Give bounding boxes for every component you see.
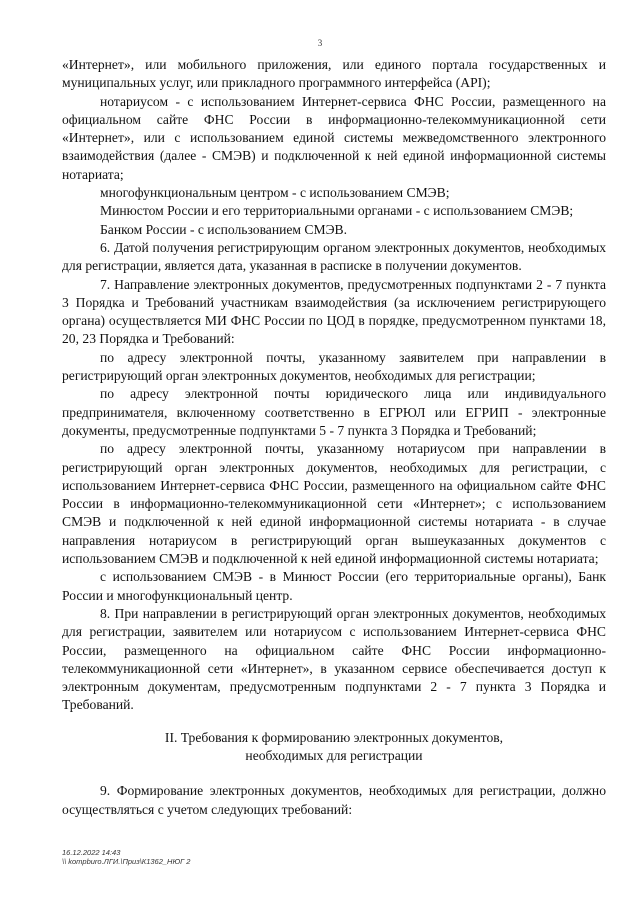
paragraph: с использованием СМЭВ - в Минюст России (его территориальные органы), Банк России и многофункциональный центр.	[62, 569, 606, 603]
footer-timestamp: 16.12.2022 14:43	[62, 848, 121, 857]
paragraph: 7. Направление электронных документов, предусмотренных подпунктами 2 - 7 пункта 3 Порядка и Требований участникам взаимодействия (за исключением регистрирующего органа) осуществляется МИ ФНС России по ЦОД в порядке, предусмотренном пунктами 18, 20, 23 Порядка и Требований:	[62, 276, 606, 347]
paragraph: 6. Датой получения регистрирующим органом электронных документов, необходимых для регистрации, является дата, указанная в расписке в получении документов.	[62, 239, 606, 274]
footer-file-path: \\ kompburo.ЛГИ.\Приз\К1362_НЮГ 2	[62, 857, 191, 866]
section-heading	[62, 729, 606, 766]
paragraph: 8. При направлении в регистрирующий орган электронных документов, необходимых для регистрации, заявителем или нотариусом с использованием Интернет-сервиса ФНС России, размещенного на официальном сайте ФНС России информационно-телекоммуникационной сети «Интернет», в указанном сервисе обеспечивается доступ к электронным документам, предусмотренным подпунктами 2 - 7 пункта 3 Порядка и Требований.	[62, 605, 606, 713]
paragraph-9: 9. Формирование электронных документов, необходимых для регистрации, должно осуществляться с учетом следующих требований:	[62, 783, 606, 817]
document-footer	[62, 848, 190, 866]
paragraph: «Интернет», или мобильного приложения, или единого портала государственных и муниципальных услуг, или прикладного программного интерфейса (API);	[62, 57, 606, 91]
paragraph: по адресу электронной почты юридического лица или индивидуального предпринимателя, включенному соответственно в ЕГРЮЛ или ЕГРИП - электронные документы, предусмотренные подпунктами 5 - 7 пункта 3 Порядка и Требований;	[62, 386, 606, 438]
section-heading-line-2: необходимых для регистрации	[245, 747, 423, 763]
page-number: 3	[317, 38, 323, 48]
paragraph: по адресу электронной почты, указанному нотариусом при направлении в регистрирующий орган электронных документов, необходимых для регистрации, с использованием Интернет-сервиса ФНС России, размещенного на официальном сайте ФНС России в информационно-телекоммуникационной сети «Интернет»; с использованием СМЭВ и подключенной к ней единой информационной системы нотариата - в случае направления нотариусом в регистрирующий орган вышеуказанных документов с использованием СМЭВ и подключенной к ней единой информационной системы нотариата;	[62, 441, 606, 567]
document-body	[62, 56, 606, 819]
paragraph: Минюстом России и его территориальными органами - с использованием СМЭВ;	[100, 203, 574, 219]
paragraph-list	[62, 56, 606, 715]
paragraph: многофункциональным центром - с использованием СМЭВ;	[100, 185, 450, 201]
paragraph: нотариусом - с использованием Интернет-сервиса ФНС России, размещенного на официальном сайте ФНС России в информационно-телекоммуникационной сети «Интернет», или с использованием единой системы межведомственного электронного взаимодействия (далее - СМЭВ) и подключенной к ней единой информационной системы нотариата;	[62, 93, 606, 182]
paragraph: Банком России - с использованием СМЭВ.	[100, 221, 348, 237]
section-heading-line-1: II. Требования к формированию электронных документов,	[164, 729, 504, 745]
paragraph: по адресу электронной почты, указанному заявителем при направлении в регистрирующий орган электронных документов, необходимых для регистрации;	[62, 349, 606, 384]
